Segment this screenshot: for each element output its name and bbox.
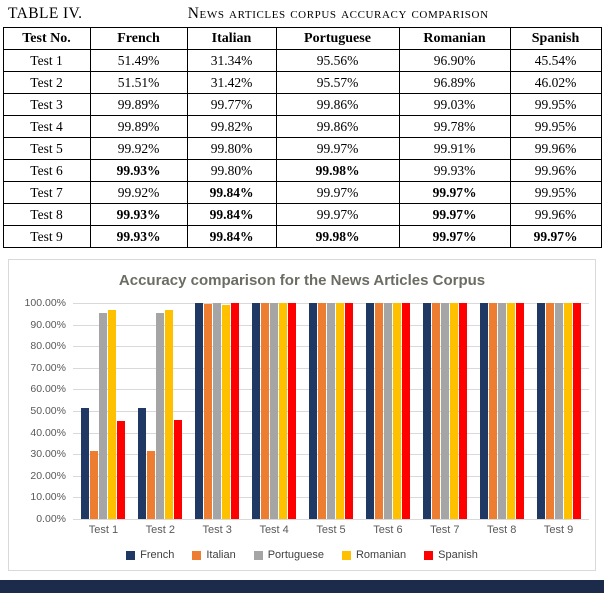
legend-swatch <box>126 551 135 560</box>
bar-portuguese <box>327 303 335 519</box>
value-cell: 99.93% <box>90 226 187 248</box>
value-cell: 99.89% <box>90 94 187 116</box>
bottom-bar <box>0 580 604 593</box>
value-cell: 99.80% <box>187 138 276 160</box>
value-cell: 99.84% <box>187 204 276 226</box>
value-cell: 99.93% <box>399 160 510 182</box>
bar-italian <box>90 451 98 519</box>
column-header: Spanish <box>510 28 601 50</box>
test-no-cell: Test 1 <box>3 50 90 72</box>
table-row <box>3 160 601 182</box>
y-tick-label: 70.00% <box>30 361 66 374</box>
accuracy-table <box>3 27 602 248</box>
bar-italian <box>318 303 326 519</box>
value-cell: 99.98% <box>276 226 399 248</box>
table-header <box>3 28 601 50</box>
bar-group <box>303 303 360 519</box>
value-cell: 99.80% <box>187 160 276 182</box>
value-cell: 51.49% <box>90 50 187 72</box>
test-no-cell: Test 5 <box>3 138 90 160</box>
bar-french <box>480 303 488 519</box>
bar-group <box>246 303 303 519</box>
bar-italian <box>432 303 440 519</box>
legend-swatch <box>424 551 433 560</box>
y-axis <box>15 297 73 525</box>
accuracy-chart <box>8 259 596 571</box>
value-cell: 31.42% <box>187 72 276 94</box>
bar-romanian <box>507 303 515 519</box>
table-row <box>3 226 601 248</box>
bar-romanian <box>450 303 458 519</box>
legend-item <box>342 549 406 561</box>
table-row <box>3 138 601 160</box>
x-axis-label: Test 9 <box>543 524 574 536</box>
bar-spanish <box>459 303 467 519</box>
test-no-cell: Test 2 <box>3 72 90 94</box>
value-cell: 96.89% <box>399 72 510 94</box>
legend-swatch <box>342 551 351 560</box>
x-axis-label: Test 3 <box>202 524 232 536</box>
legend-item <box>192 549 235 561</box>
legend-item <box>126 549 174 561</box>
value-cell: 99.92% <box>90 138 187 160</box>
bar-spanish <box>402 303 410 519</box>
bar-group <box>132 303 189 519</box>
bar-italian <box>489 303 497 519</box>
column-header: Test No. <box>3 28 90 50</box>
value-cell: 99.95% <box>510 182 601 204</box>
chart-plot-wrapper <box>15 297 589 525</box>
bar-spanish <box>231 303 239 519</box>
bar-spanish <box>573 303 581 519</box>
test-no-cell: Test 4 <box>3 116 90 138</box>
value-cell: 99.97% <box>399 226 510 248</box>
value-cell: 99.84% <box>187 226 276 248</box>
bar-italian <box>261 303 269 519</box>
bar-group <box>359 303 416 519</box>
table-row <box>3 116 601 138</box>
table-row <box>3 204 601 226</box>
legend-label: Portuguese <box>267 549 324 561</box>
legend-item <box>424 549 478 561</box>
value-cell: 99.97% <box>276 138 399 160</box>
y-tick-label: 0.00% <box>36 513 66 525</box>
value-cell: 99.78% <box>399 116 510 138</box>
table-caption-title: News articles corpus accuracy comparison <box>187 5 489 22</box>
bar-portuguese <box>213 303 221 519</box>
legend-label: Romanian <box>355 549 407 561</box>
table-row <box>3 182 601 204</box>
value-cell: 51.51% <box>90 72 187 94</box>
legend-swatch <box>192 551 201 560</box>
test-no-cell: Test 3 <box>3 94 90 116</box>
bar-group <box>416 303 473 519</box>
table-row <box>3 94 601 116</box>
value-cell: 31.34% <box>187 50 276 72</box>
bar-spanish <box>516 303 524 519</box>
value-cell: 99.96% <box>510 138 601 160</box>
bar-group <box>530 303 587 519</box>
bar-romanian <box>165 310 173 519</box>
value-cell: 99.84% <box>187 182 276 204</box>
y-tick-label: 100.00% <box>24 297 66 309</box>
bar-group <box>473 303 530 519</box>
x-axis-label: Test 8 <box>487 524 517 536</box>
bar-french <box>138 408 146 519</box>
test-no-cell: Test 6 <box>3 160 90 182</box>
value-cell: 99.97% <box>399 204 510 226</box>
bar-portuguese <box>99 313 107 519</box>
value-cell: 99.95% <box>510 94 601 116</box>
x-axis-label: Test 2 <box>145 524 176 536</box>
bar-french <box>252 303 260 519</box>
bar-italian <box>204 304 212 520</box>
bar-portuguese <box>555 303 563 519</box>
bar-french <box>309 303 317 519</box>
bar-romanian <box>108 310 116 519</box>
value-cell: 99.97% <box>276 182 399 204</box>
column-header: Italian <box>187 28 276 50</box>
legend-swatch <box>254 551 263 560</box>
value-cell: 99.97% <box>399 182 510 204</box>
value-cell: 99.97% <box>276 204 399 226</box>
value-cell: 99.03% <box>399 94 510 116</box>
bar-portuguese <box>498 303 506 519</box>
y-tick-label: 10.00% <box>30 491 66 504</box>
x-axis-label: Test 5 <box>316 524 346 536</box>
bar-italian <box>546 303 554 519</box>
value-cell: 99.97% <box>510 226 601 248</box>
test-no-cell: Test 8 <box>3 204 90 226</box>
x-axis-label: Test 6 <box>373 524 403 536</box>
y-tick-label: 50.00% <box>30 405 66 417</box>
value-cell: 99.77% <box>187 94 276 116</box>
column-header: French <box>90 28 187 50</box>
value-cell: 99.93% <box>90 204 187 226</box>
chart-title: Accuracy comparison for the News Articles Corpus <box>118 272 486 289</box>
value-cell: 99.92% <box>90 182 187 204</box>
column-header: Portuguese <box>276 28 399 50</box>
bar-group <box>75 303 132 519</box>
value-cell: 45.54% <box>510 50 601 72</box>
bar-spanish <box>288 303 296 519</box>
plot-area <box>73 303 589 520</box>
value-cell: 99.96% <box>510 204 601 226</box>
bar-romanian <box>336 303 344 519</box>
value-cell: 99.98% <box>276 160 399 182</box>
value-cell: 99.82% <box>187 116 276 138</box>
column-header: Romanian <box>399 28 510 50</box>
legend <box>15 549 589 561</box>
value-cell: 96.90% <box>399 50 510 72</box>
value-cell: 95.56% <box>276 50 399 72</box>
test-no-cell: Test 9 <box>3 226 90 248</box>
table-row <box>3 50 601 72</box>
x-axis-label: Test 4 <box>259 524 289 536</box>
y-tick-label: 30.00% <box>30 448 66 461</box>
value-cell: 99.91% <box>399 138 510 160</box>
bar-spanish <box>345 303 353 519</box>
legend-label: French <box>140 549 175 561</box>
bar-romanian <box>222 305 230 519</box>
legend-item <box>254 549 324 561</box>
value-cell: 99.89% <box>90 116 187 138</box>
x-axis-label: Test 7 <box>430 524 460 536</box>
table-caption-label: TABLE IV. <box>8 5 83 22</box>
bar-portuguese <box>384 303 392 519</box>
table-header-row <box>3 28 601 50</box>
bar-portuguese <box>270 303 278 519</box>
bar-french <box>366 303 374 519</box>
bar-portuguese <box>156 313 164 519</box>
bar-portuguese <box>441 303 449 519</box>
gridline <box>73 519 589 520</box>
y-tick-label: 60.00% <box>30 383 66 396</box>
y-tick-label: 80.00% <box>30 340 66 353</box>
bar-romanian <box>564 303 572 519</box>
bar-spanish <box>174 420 182 519</box>
bar-french <box>81 408 89 519</box>
y-tick-label: 20.00% <box>30 469 66 482</box>
value-cell: 99.86% <box>276 116 399 138</box>
bar-italian <box>147 451 155 519</box>
value-cell: 99.95% <box>510 116 601 138</box>
value-cell: 95.57% <box>276 72 399 94</box>
bar-romanian <box>393 303 401 519</box>
bar-romanian <box>279 303 287 519</box>
legend-label: Italian <box>206 549 236 561</box>
bar-french <box>195 303 203 519</box>
value-cell: 99.96% <box>510 160 601 182</box>
bar-groups <box>73 303 589 519</box>
value-cell: 99.93% <box>90 160 187 182</box>
test-no-cell: Test 7 <box>3 182 90 204</box>
bar-group <box>189 303 246 519</box>
y-tick-label: 40.00% <box>30 426 66 439</box>
x-axis-label: Test 1 <box>88 524 119 536</box>
bar-spanish <box>117 421 125 519</box>
table-caption <box>0 0 604 25</box>
legend-label: Spanish <box>438 549 478 561</box>
bar-french <box>423 303 431 519</box>
x-axis <box>73 520 589 536</box>
value-cell: 46.02% <box>510 72 601 94</box>
bar-italian <box>375 303 383 519</box>
value-cell: 99.86% <box>276 94 399 116</box>
bar-french <box>537 303 545 519</box>
table-body <box>3 50 601 248</box>
y-tick-label: 90.00% <box>30 318 66 331</box>
table-row <box>3 72 601 94</box>
